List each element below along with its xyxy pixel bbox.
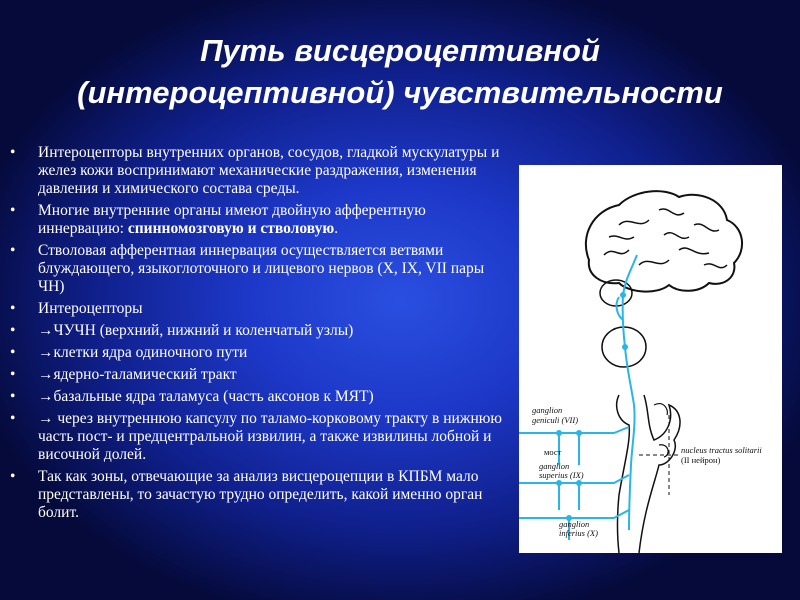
bullet-item [8,144,513,198]
brainstem-outline [617,395,680,553]
bullet-dot-icon: • [10,144,16,161]
pathway-branch-inferius [519,510,629,518]
ganglion-node [576,480,582,486]
brain-gyri [604,209,727,268]
bullet-dot-icon: • [10,410,16,427]
ganglion-node [622,344,628,350]
bullet-dot-icon: • [10,242,16,259]
pathway-diagram [519,165,782,553]
ganglion-node [620,292,626,298]
bullet-text: Так как зоны, отвечающие за анализ висцероцепции в КПБМ мало представлены, то зачастую трудно определить, какой именно орган болит. [38,468,483,521]
label-nucleus-1: nucleus tractus solitarii [681,445,762,455]
bullet-dot-icon: • [10,366,16,383]
pathway-diagram-svg [519,165,782,553]
bullet-text: Интероцепторы [38,300,143,317]
bullet-text: →базальные ядра таламуса (часть аксонов к МЯТ) [38,388,374,405]
label-geniculi-1: ganglion [532,405,563,415]
ganglion-node [556,430,562,436]
brain-outline [586,191,742,291]
bullet-item [8,322,513,340]
bullet-text: →ядерно-таламический тракт [38,366,237,383]
bullet-dot-icon: • [10,300,16,317]
slide-title [0,30,800,114]
bullet-item [8,468,513,522]
title-line-2: (интероцептивной) чувствительности [77,75,723,110]
title-line-1: Путь висцероцептивной [200,33,600,68]
bullet-dot-icon: • [10,322,16,339]
label-superius-1: ganglion [539,461,570,471]
bullet-text: →ЧУЧН (верхний, нижний и коленчатый узлы) [38,322,354,339]
bullet-bold-text: спинномозговую и стволовую [127,220,335,237]
bullet-text: →клетки ядра одиночного пути [38,344,248,361]
pathway-branch-geniculi [519,427,629,433]
label-nucleus-2: (II нейрон) [681,455,721,465]
bullet-text: Стволовая афферентная иннервация осуществляется ветвями блуждающего, языкоглоточного и лицевого нервов (X, IX, VII пары ЧН) [38,242,485,295]
ganglion-node [576,430,582,436]
bullet-list [8,144,513,526]
label-inferius-1: ganglion [559,519,590,529]
bullet-item [8,344,513,362]
bullet-dot-icon: • [10,468,16,485]
bullet-text: Многие внутренние органы имеют двойную афферентную иннервацию: [38,202,426,237]
bullet-item [8,366,513,384]
bullet-item [8,388,513,406]
bullet-item [8,242,513,296]
ganglion-node [556,480,562,486]
bullet-text: Интероцепторы внутренних органов, сосудов, гладкой мускулатуры и желез кожи воспринимают механические раздражения, изменения давления и химического состава среды. [38,144,500,197]
bullet-dot-icon: • [10,344,16,361]
bullet-dot-icon: • [10,202,16,219]
label-superius-2: superius (IX) [539,470,584,480]
label-inferius-2: inferius (X) [559,528,598,538]
label-most: мост [544,447,562,457]
bullet-text-after: . [334,220,339,237]
bullet-item [8,300,513,318]
bullet-dot-icon: • [10,388,16,405]
label-geniculi-2: geniculi (VII) [532,415,579,425]
bullet-item [8,410,513,464]
bullet-item [8,202,513,238]
bullet-text: → через внутреннюю капсулу по таламо-корковому тракту в нижнюю часть пост- и предцентральной извилин, а также извилины лобной и височной долей. [38,410,502,463]
